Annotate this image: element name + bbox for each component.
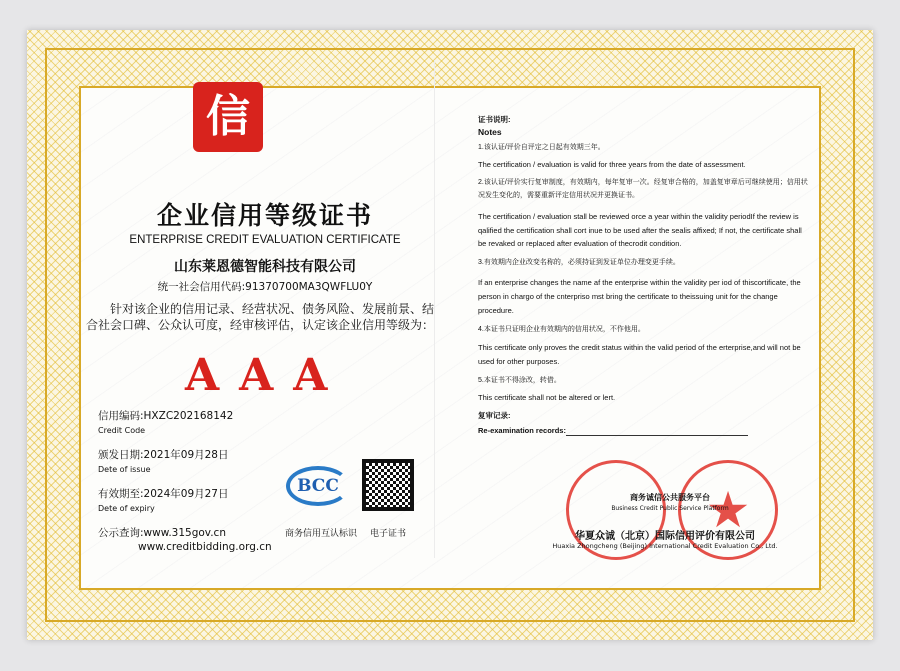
platform-name: 商务诚信公共服务平台	[630, 493, 710, 502]
note-2-cn: 2.该认证/评价实行复审制度，有效期内，每年复审一次。经复审合格的，加盖复审章后可继续使用；信用状况发生变化的，需要重新评定信用状况并更换证书。	[478, 179, 808, 199]
note-3-en: If an enterprise changes the name af the enterprise within the validity per iod of thiscortificate, the person in chargo of the cnterpriso mst bring the certificate to theissuing unit for the change procedure.	[478, 277, 801, 315]
bcc-logo-icon: BCC	[286, 466, 350, 506]
statement: 针对该企业的信用记录、经营状况、债务风险、发展前景、结合社会口碑、公众认可度，经审核评估，认定该企业信用等级为：	[86, 302, 435, 332]
issuer-name-en: Huaxia Zhongcheng (Beijing) International Credit Evaluation Co., Ltd.	[552, 542, 778, 550]
note-5-en: This certificate shall not be altered or lert.	[478, 392, 616, 402]
qr-caption: 电子证书	[369, 529, 406, 539]
issue-date-value: 颁发日期:2021年09月28日	[98, 449, 229, 461]
reexam-records	[478, 425, 808, 436]
notes-list	[478, 142, 808, 403]
notes-heading-cn: 证书说明:	[478, 115, 511, 124]
query-site: 公示查询:www.315gov.cn	[98, 527, 226, 539]
credit-grade: AAA	[185, 350, 348, 401]
certificate-title-en: ENTERPRISE CREDIT EVALUATION CERTIFICATE	[129, 234, 401, 246]
bcc-caption: 商务信用互认标识	[284, 529, 357, 539]
issue-date-label: Dete of issue	[98, 465, 151, 474]
platform-name-en: Business Credit Public Service Platform	[611, 505, 729, 512]
note-4-en: This certificate only proves the credit status within the valid period of the erterprise,and will not be used for other purposes.	[478, 342, 801, 366]
note-3-cn: 3.有效期内企业改变名称的，必须持证到发证单位办理变更手续。	[478, 258, 680, 266]
reexam-line	[566, 435, 748, 436]
issuer-name: 华夏众诚（北京）国际信用评价有限公司	[575, 531, 755, 542]
expiry-date-label: Dete of expiry	[98, 504, 155, 513]
note-1-cn: 1.该认证/评价自评定之日起有效期三年。	[478, 144, 605, 151]
credit-code-value: 信用编码:HXZC202168142	[98, 410, 234, 422]
credit-logo-icon: 信	[193, 82, 263, 152]
notes-heading: Notes	[478, 127, 502, 137]
uscc: 统一社会信用代码:91370700MA3QWFLU0Y	[157, 281, 373, 293]
issuer-seal-star-icon: ★	[678, 460, 778, 560]
certificate-title: 企业信用等级证书	[156, 201, 373, 230]
qr-code-icon[interactable]	[362, 459, 414, 511]
note-5-cn: 5.本证书不得涂改，转借。	[478, 376, 561, 384]
company-name: 山东莱恩德智能科技有限公司	[174, 259, 356, 275]
note-1-en: The certification / evaluation is valid for three years from the date of assessment.	[478, 160, 746, 169]
reexam-cn: 复审记录:	[478, 411, 511, 420]
expiry-date	[98, 486, 228, 513]
credit-code	[98, 408, 233, 435]
reexam-label: Re-examination records:	[478, 426, 566, 435]
note-4-cn: 4.本证书只证明企业有效期内的信用状况，不作他用。	[478, 325, 645, 333]
credit-code-label: Credit Code	[98, 426, 146, 435]
query-site-2: www.creditbidding.org.cn	[138, 541, 272, 553]
note-2-en: The certification / evaluation stall be reviewed orce a year within the validity periodIf the review is qalified the certification shall cort inue to be used after the sealis affixed; If not, the certificate shall be revaked or replaced after evaluation of thecrodit condition.	[478, 212, 802, 248]
issue-date	[98, 447, 228, 474]
expiry-date-value: 有效期至:2024年09月27日	[98, 488, 229, 500]
